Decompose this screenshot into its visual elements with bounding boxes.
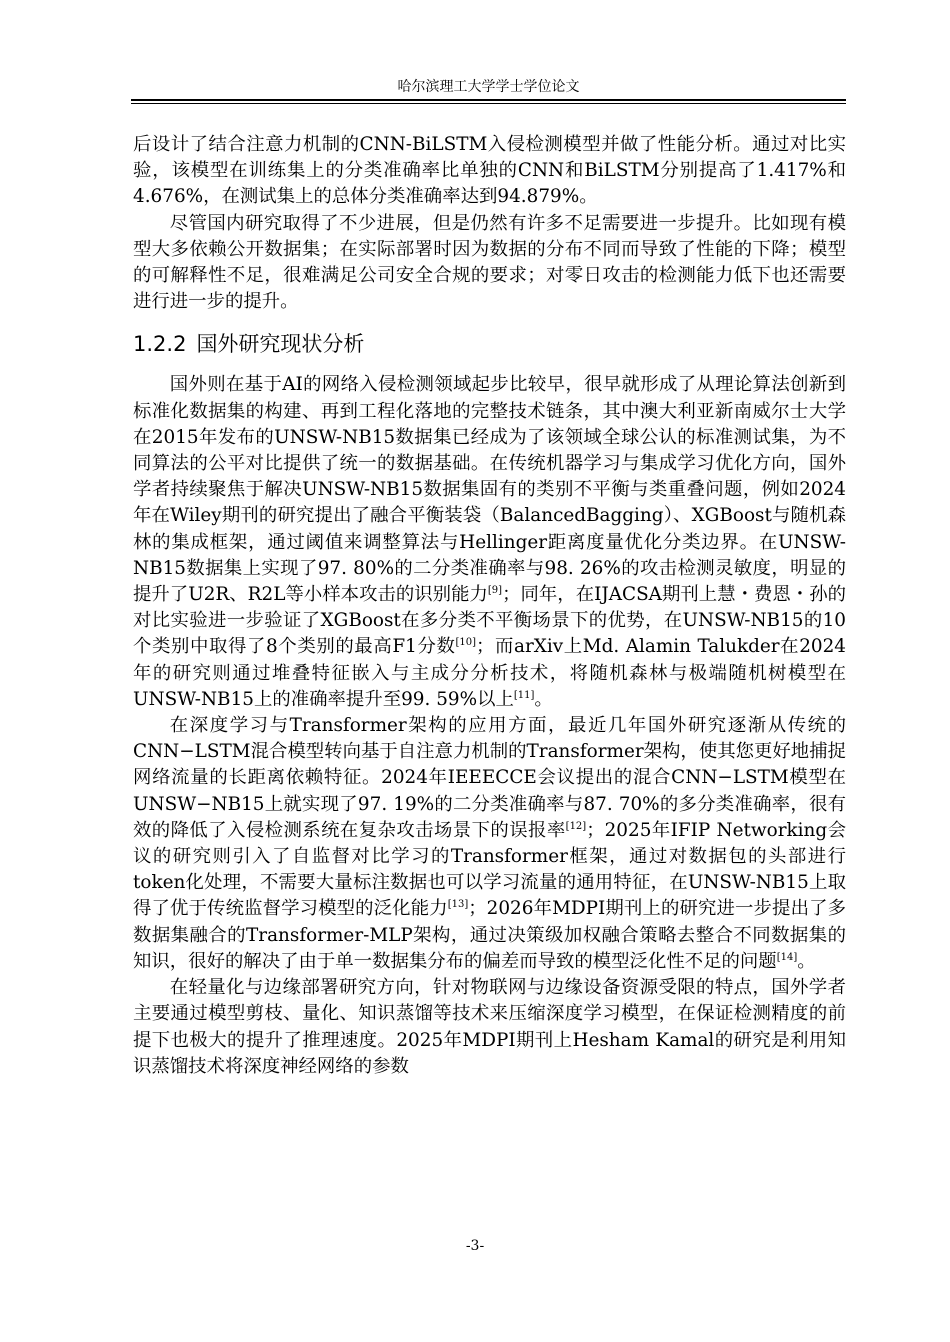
citation: [14] (776, 951, 798, 963)
paragraph-text: ；2025年IFIP Networking会议的研究则引入了自监督对比学习的Transformer框架，通过对数据包的头部进行token化处理，不需要大量标注数据也可以学习流量的通用特征，在UNSW-NB15上取得了优于传统监督学习模型的泛化能力 (133, 819, 846, 920)
paragraph-text: ；2026年MDPI期刊上的研究进一步提出了多数据集融合的Transformer-MLP架构，通过决策级加权融合策略去整合不同数据集的知识，很好的解决了由于单一数据集分布的偏差而导致的模型泛化性不足的问题 (133, 898, 846, 972)
section-number: 1.2.2 (133, 332, 187, 357)
paragraph-foreign-edge: 在轻量化与边缘部署研究方向，针对物联网与边缘设备资源受限的特点，国外学者主要通过模型剪枝、量化、知识蒸馏等技术来压缩深度学习模型，在保证检测精度的前提下也极大的提升了推理速度。2025年MDPI期刊上Hesham Kamal的研究是利用知识蒸馏技术将深度神经网络的参数 (133, 977, 846, 1077)
paragraph-text: 。 (534, 688, 553, 710)
running-header: 哈尔滨理工大学学士学位论文 (397, 79, 580, 95)
paragraph-text: ；而arXiv上Md. Alamin Talukder在2024年的研究则通过堆叠特征嵌入与主成分分析技术，将随机森林与极端随机树模型在UNSW-NB15上的准确率提升至99. 59%以上 (133, 636, 846, 710)
citation: [11] (513, 689, 535, 701)
paragraph-text: ；同年，在IJACSA期刊上慧・费恩・孙的对比实验进一步验证了XGBoost在多分类不平衡场景下的优势，在UNSW-NB15的10个类别中取得了8个类别的最高F1分数 (133, 584, 847, 658)
citation: [13] (447, 899, 469, 911)
header-rule-thick (131, 99, 846, 101)
section-heading (133, 330, 846, 358)
section-title: 国外研究现状分析 (196, 332, 365, 357)
citation: [10] (455, 637, 477, 649)
paragraph-continuation: 后设计了结合注意力机制的CNN-BiLSTM入侵检测模型并做了性能分析。通过对比实验，该模型在训练集上的分类准确率比单独的CNN和BiLSTM分别提高了1.417%和4.676%，在测试集上的总体分类准确率达到94.879%。 (133, 134, 846, 208)
paragraph-foreign-ml (133, 372, 846, 713)
paragraph-foreign-dl (133, 713, 846, 975)
paragraph-domestic-limitations: 尽管国内研究取得了不少进展，但是仍然有许多不足需要进一步提升。比如现有模型大多依赖公开数据集；在实际部署时因为数据的分布不同而导致了性能的下降；模型的可解释性不足，很难满足公司安全合规的要求；对零日攻击的检测能力低下也还需要进行进一步的提升。 (133, 212, 846, 313)
header-rule-thin (131, 103, 846, 104)
paragraph-text: 在深度学习与Transformer架构的应用方面，最近几年国外研究逐渐从传统的CNN−LSTM混合模型转向基于自注意力机制的Transformer架构，使其您更好地捕捉网络流量的长距离依赖特征。2024年IEEECCE会议提出的混合CNN−LSTM模型在UNSW−NB15上就实现了97. 19%的二分类准确率与87. 70%的多分类准确率，很有效的降低了入侵检测系统在复杂攻击场景下的误报率 (133, 715, 846, 841)
citation: [9] (487, 584, 503, 596)
paragraph-text: 。 (797, 950, 816, 972)
page-number: -3- (465, 1238, 485, 1254)
body-text (133, 132, 846, 1080)
citation: [12] (565, 820, 587, 832)
paragraph-text: 国外则在基于AI的网络入侵检测领域起步比较早，很早就形成了从理论算法创新到标准化数据集的构建、再到工程化落地的完整技术链条，其中澳大利亚新南威尔士大学在2015年发布的UNSW-NB15数据集已经成为了该领域全球公认的标准测试集，为不同算法的公平对比提供了统一的数据基础。在传统机器学习与集成学习优化方向，国外学者持续聚焦于解决UNSW-NB15数据集固有的类别不平衡与类重叠问题，例如2024年在Wiley期刊的研究提出了融合平衡装袋（BalancedBagging）、XGBoost与随机森林的集成框架，通过阈值来调整算法与Hellinger距离度量优化分类边界。在UNSW-NB15数据集上实现了97. 80%的二分类准确率与98. 26%的攻击检测灵敏度，明显的提升了U2R、R2L等小样本攻击的识别能力 (133, 374, 846, 606)
